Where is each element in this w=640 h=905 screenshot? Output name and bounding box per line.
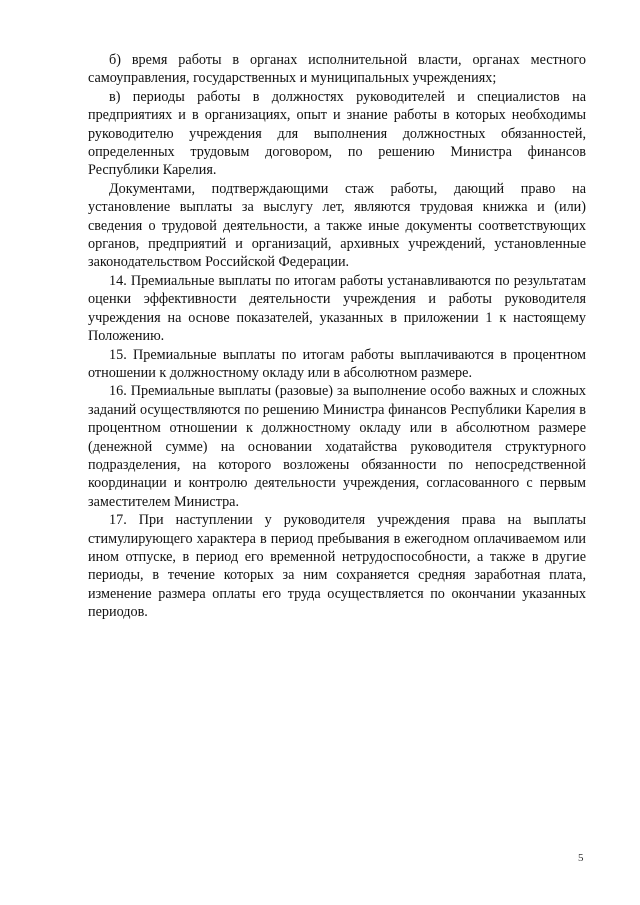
paragraph-15: 15. Премиальные выплаты по итогам работы выплачиваются в процентном отношении к должностному окладу или в абсолютном размере. xyxy=(88,346,586,381)
paragraph-16: 16. Премиальные выплаты (разовые) за выполнение особо важных и сложных заданий осуществляются по решению Министра финансов Республики Карелия в процентном отношении к должностному окладу или в абсолютном размере (денежной сумме) на основании ходатайства руководителя структурного подразделения, на которого возложены обязанности по непосредственной координации и контролю деятельности учреждения, согласованного с первым заместителем Министра. xyxy=(88,383,586,510)
page-number: 5 xyxy=(578,852,584,864)
paragraph-14: 14. Премиальные выплаты по итогам работы устанавливаются по результатам оценки эффективности деятельности учреждения и работы руководителя учреждения на основе показателей, указанных в приложении 1 к настоящему Положению. xyxy=(88,272,586,345)
paragraph-documents: Документами, подтверждающими стаж работы, дающий право на установление выплаты за выслугу лет, являются трудовая книжка и (или) сведения о трудовой деятельности, а также иные документы соответствующих органов, предприятий и организаций, архивных учреждений, установленные законодательством Российской Федерации. xyxy=(88,180,586,271)
paragraph-item-v: в) периоды работы в должностях руководителей и специалистов на предприятиях и в организациях, опыт и знание работы в которых необходимы руководителю учреждения для выполнения должностных обязанностей, определенных трудовым договором, по решению Министра финансов Республики Карелия. xyxy=(88,88,586,179)
document-body xyxy=(88,51,586,622)
paragraph-item-b: б) время работы в органах исполнительной власти, органах местного самоуправления, государственных и муниципальных учреждениях; xyxy=(88,52,586,87)
paragraph-17: 17. При наступлении у руководителя учреждения права на выплаты стимулирующего характера в период пребывания в ежегодном оплачиваемом или ином отпуске, в период его временной нетрудоспособности, а также в другие периоды, в течение которых за ним сохраняется средняя заработная плата, изменение размера оплаты его труда осуществляется по окончании указанных периодов. xyxy=(88,512,586,621)
